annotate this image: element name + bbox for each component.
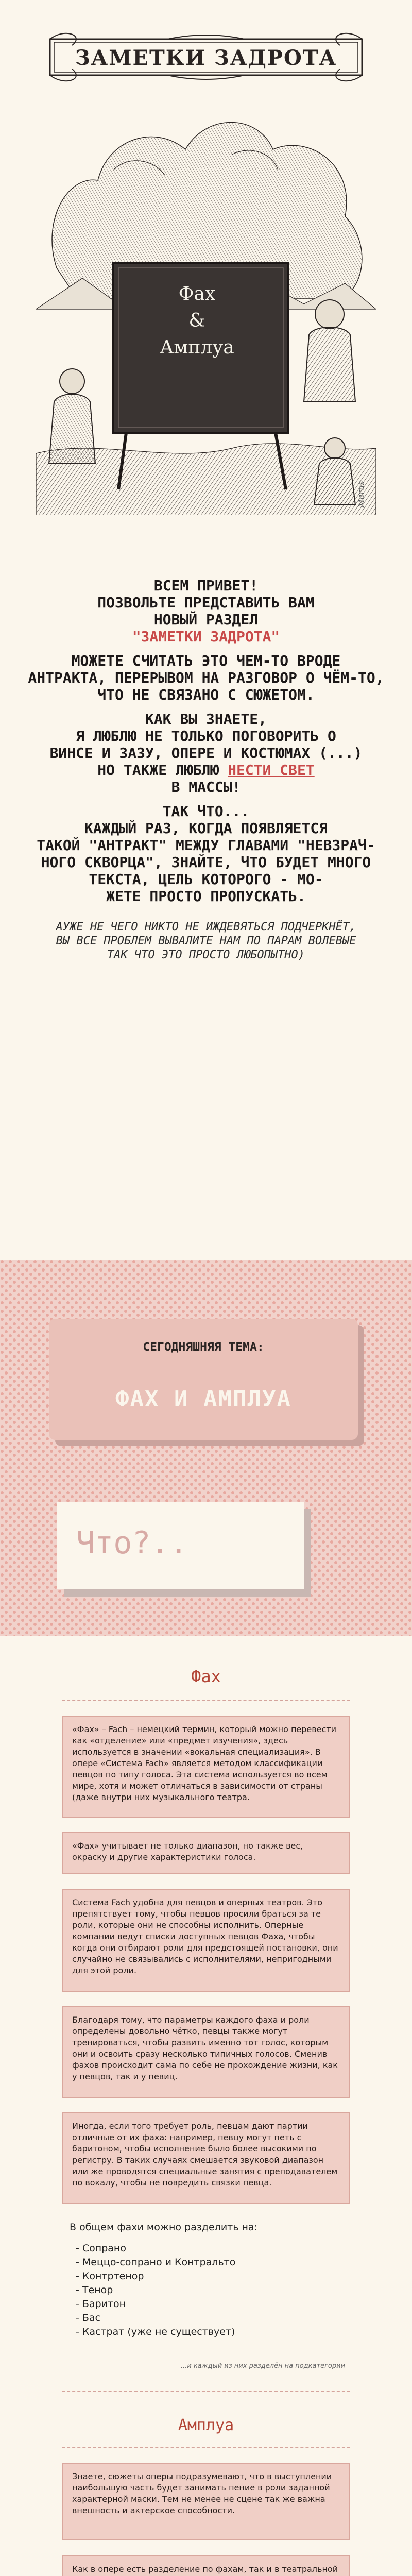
highlight-text: НЕСТИ СВЕТ — [228, 761, 315, 778]
card-text: Иногда, если того требует роль, певцам дают партии отличные от их фаха: например, певцу могут петь с баритоном, чтобы исполнение было более высокими по регистру. В таких случаях смешается звуковой диапазон или же проводятся специальные занятия с преподавателем по вокалу, чтобы не повредить связки певца. — [72, 2121, 338, 2188]
intro-line: ТАКОЙ "АНТРАКТ" МЕЖДУ ГЛАВАМИ "НЕВЗРАЧ- — [37, 837, 375, 854]
fach-card-4 — [62, 2006, 350, 2098]
fach-card-3 — [62, 1889, 350, 1992]
fach-card-5 — [62, 2112, 350, 2204]
divider — [62, 2447, 350, 2448]
intro-text: НО ТАКЖЕ ЛЮБЛЮ — [97, 761, 228, 778]
divider — [62, 1700, 350, 1701]
chalkboard-text — [121, 281, 273, 361]
intro-note: ВЫ ВСЕ ПРОБЛЕМ ВЫВАЛИТЕ НАМ ПО ПАРАМ ВОЛЕВЫЕ — [56, 935, 356, 947]
board-line: Амплуа — [160, 337, 234, 358]
fach-card-1 — [62, 1716, 350, 1818]
topic-title: ФАХ И АМПЛУА — [115, 1386, 291, 1412]
intro-line: ТЕКСТА, ЦЕЛЬ КОТОРОГО - МО- — [89, 871, 323, 888]
intro-line: ЧТО НЕ СВЯЗАНО С СЮЖЕТОМ. — [97, 686, 315, 703]
fach-heading: Фах — [191, 1667, 221, 1686]
list-item: - Контртенор — [76, 2270, 144, 2282]
intro-line: ВСЕМ ПРИВЕТ! — [153, 577, 259, 594]
topic-label: СЕГОДНЯШНЯЯ ТЕМА: — [143, 1341, 264, 1354]
card-text: «Фах» – Fach – немецкий термин, который можно перевести как «отделение» или «предмет изучения», здесь используется в значении «вокальная специализация». В опере «Система Fach» является методом классификации певцов по типу голоса. Эта система используется во всем мире, хотя и может отличаться в зависимости от страны (даже внутри них музыкального театра. — [72, 1724, 337, 1802]
list-item: - Меццо-сопрано и Контральто — [76, 2257, 236, 2268]
banner-title: ЗАМЕТКИ ЗАДРОТА — [75, 46, 337, 70]
board-line: & — [188, 310, 205, 331]
fach-card-2 — [62, 1832, 350, 1874]
section-name: "ЗАМЕТКИ ЗАДРОТА" — [132, 628, 280, 645]
list-item: - Кастрат (уже не существует) — [76, 2326, 235, 2337]
list-item: - Тенор — [76, 2284, 113, 2296]
list-item: - Сопрано — [76, 2243, 126, 2254]
card-text: Как в опере есть разделение по фахам, так и в театральной — [72, 2564, 338, 2574]
list-item: - Бас — [76, 2312, 101, 2324]
list-note: ...и каждый из них разделён на подкатегории — [180, 2362, 345, 2370]
board-line: Фах — [178, 283, 216, 304]
intro-line: ПОЗВОЛЬТЕ ПРЕДСТАВИТЬ ВАМ — [97, 594, 315, 611]
card-text: Благодаря тому, что параметры каждого фаха и роли определены довольно чётко, певцы также могут тренироваться, чтобы развить именно тот голос, которым они и освоить сразу несколько типичных голосов. Сменив фахов происходит сама по себе не прохождение жизни, как у певцов, так и у певиц. — [72, 2015, 338, 2081]
intro-line: ВИНСЕ И ЗАЗУ, ОПЕРЕ И КОСТЮМАХ (...) — [49, 744, 363, 761]
divider — [62, 2391, 350, 2392]
intro-line: КАК ВЫ ЗНАЕТЕ, — [145, 710, 267, 727]
amplua-card-2 — [62, 2555, 350, 2576]
card-text: Система Fach удобна для певцов и оперных театров. Это препятствует тому, чтобы певцов просили браться за те роли, которые они не способны исполнить. Оперные компании ведут списки доступных певцов Фаха, чтобы когда они отбирают роли для предстоящей постановки, они случайно не связывались с исполнителями, непригодными для этой роли. — [72, 1897, 338, 1975]
title-banner — [49, 30, 363, 84]
intro-block — [0, 577, 412, 962]
intro-line: НОВЫЙ РАЗДЕЛ — [153, 611, 259, 628]
card-text: «Фах» учитывает не только диапазон, но также вес, окраску и другие характеристики голоса. — [72, 1841, 303, 1862]
intro-line: В МАССЫ! — [171, 778, 241, 795]
artist-signature: Marus — [356, 481, 366, 508]
intro-note: ТАК ЧТО ЭТО ПРОСТО ЛЮБОПЫТНО) — [107, 948, 305, 961]
list-item: - Баритон — [76, 2298, 126, 2310]
intro-line: Я ЛЮБЛЮ НЕ ТОЛЬКО ПОГОВОРИТЬ О — [76, 727, 336, 744]
question-text: Что?.. — [76, 1525, 188, 1561]
intro-line: ЖЕТЕ ПРОСТО ПРОПУСКАТЬ. — [106, 888, 306, 905]
question-card — [57, 1502, 304, 1589]
topic-card — [49, 1319, 358, 1440]
list-title: В общем фахи можно разделить на: — [70, 2222, 258, 2233]
amplua-heading: Амплуа — [178, 2416, 234, 2434]
card-text: Знаете, сюжеты оперы подразумевают, что в выступлении наибольшую часть будет занимать пение в роли заданной характерной маски. Тем не менее не сцене так же важна внешность и актерское способности. — [72, 2471, 332, 2515]
intro-line: МОЖЕТЕ СЧИТАТЬ ЭТО ЧЕМ-ТО ВРОДЕ — [71, 652, 341, 669]
intro-line: НОГО СКВОРЦА", ЗНАЙТЕ, ЧТО БУДЕТ МНОГО — [41, 854, 371, 871]
intro-line — [0, 761, 412, 778]
intro-line: ТАК ЧТО... — [162, 803, 250, 820]
fach-list — [70, 2221, 348, 2339]
amplua-card-1 — [62, 2463, 350, 2540]
intro-line: АНТРАКТА, ПЕРЕРЫВОМ НА РАЗГОВОР О ЧЁМ-ТО, — [28, 669, 384, 686]
topic-section — [0, 1260, 412, 1636]
intro-note: АУЖЕ НЕ ЧЕГО НИКТО НЕ ИЖДЕВЯТЬСЯ ПОДЧЕРКНЁТ, — [56, 921, 356, 934]
intro-line: КАЖДЫЙ РАЗ, КОГДА ПОЯВЛЯЕТСЯ — [84, 820, 328, 837]
